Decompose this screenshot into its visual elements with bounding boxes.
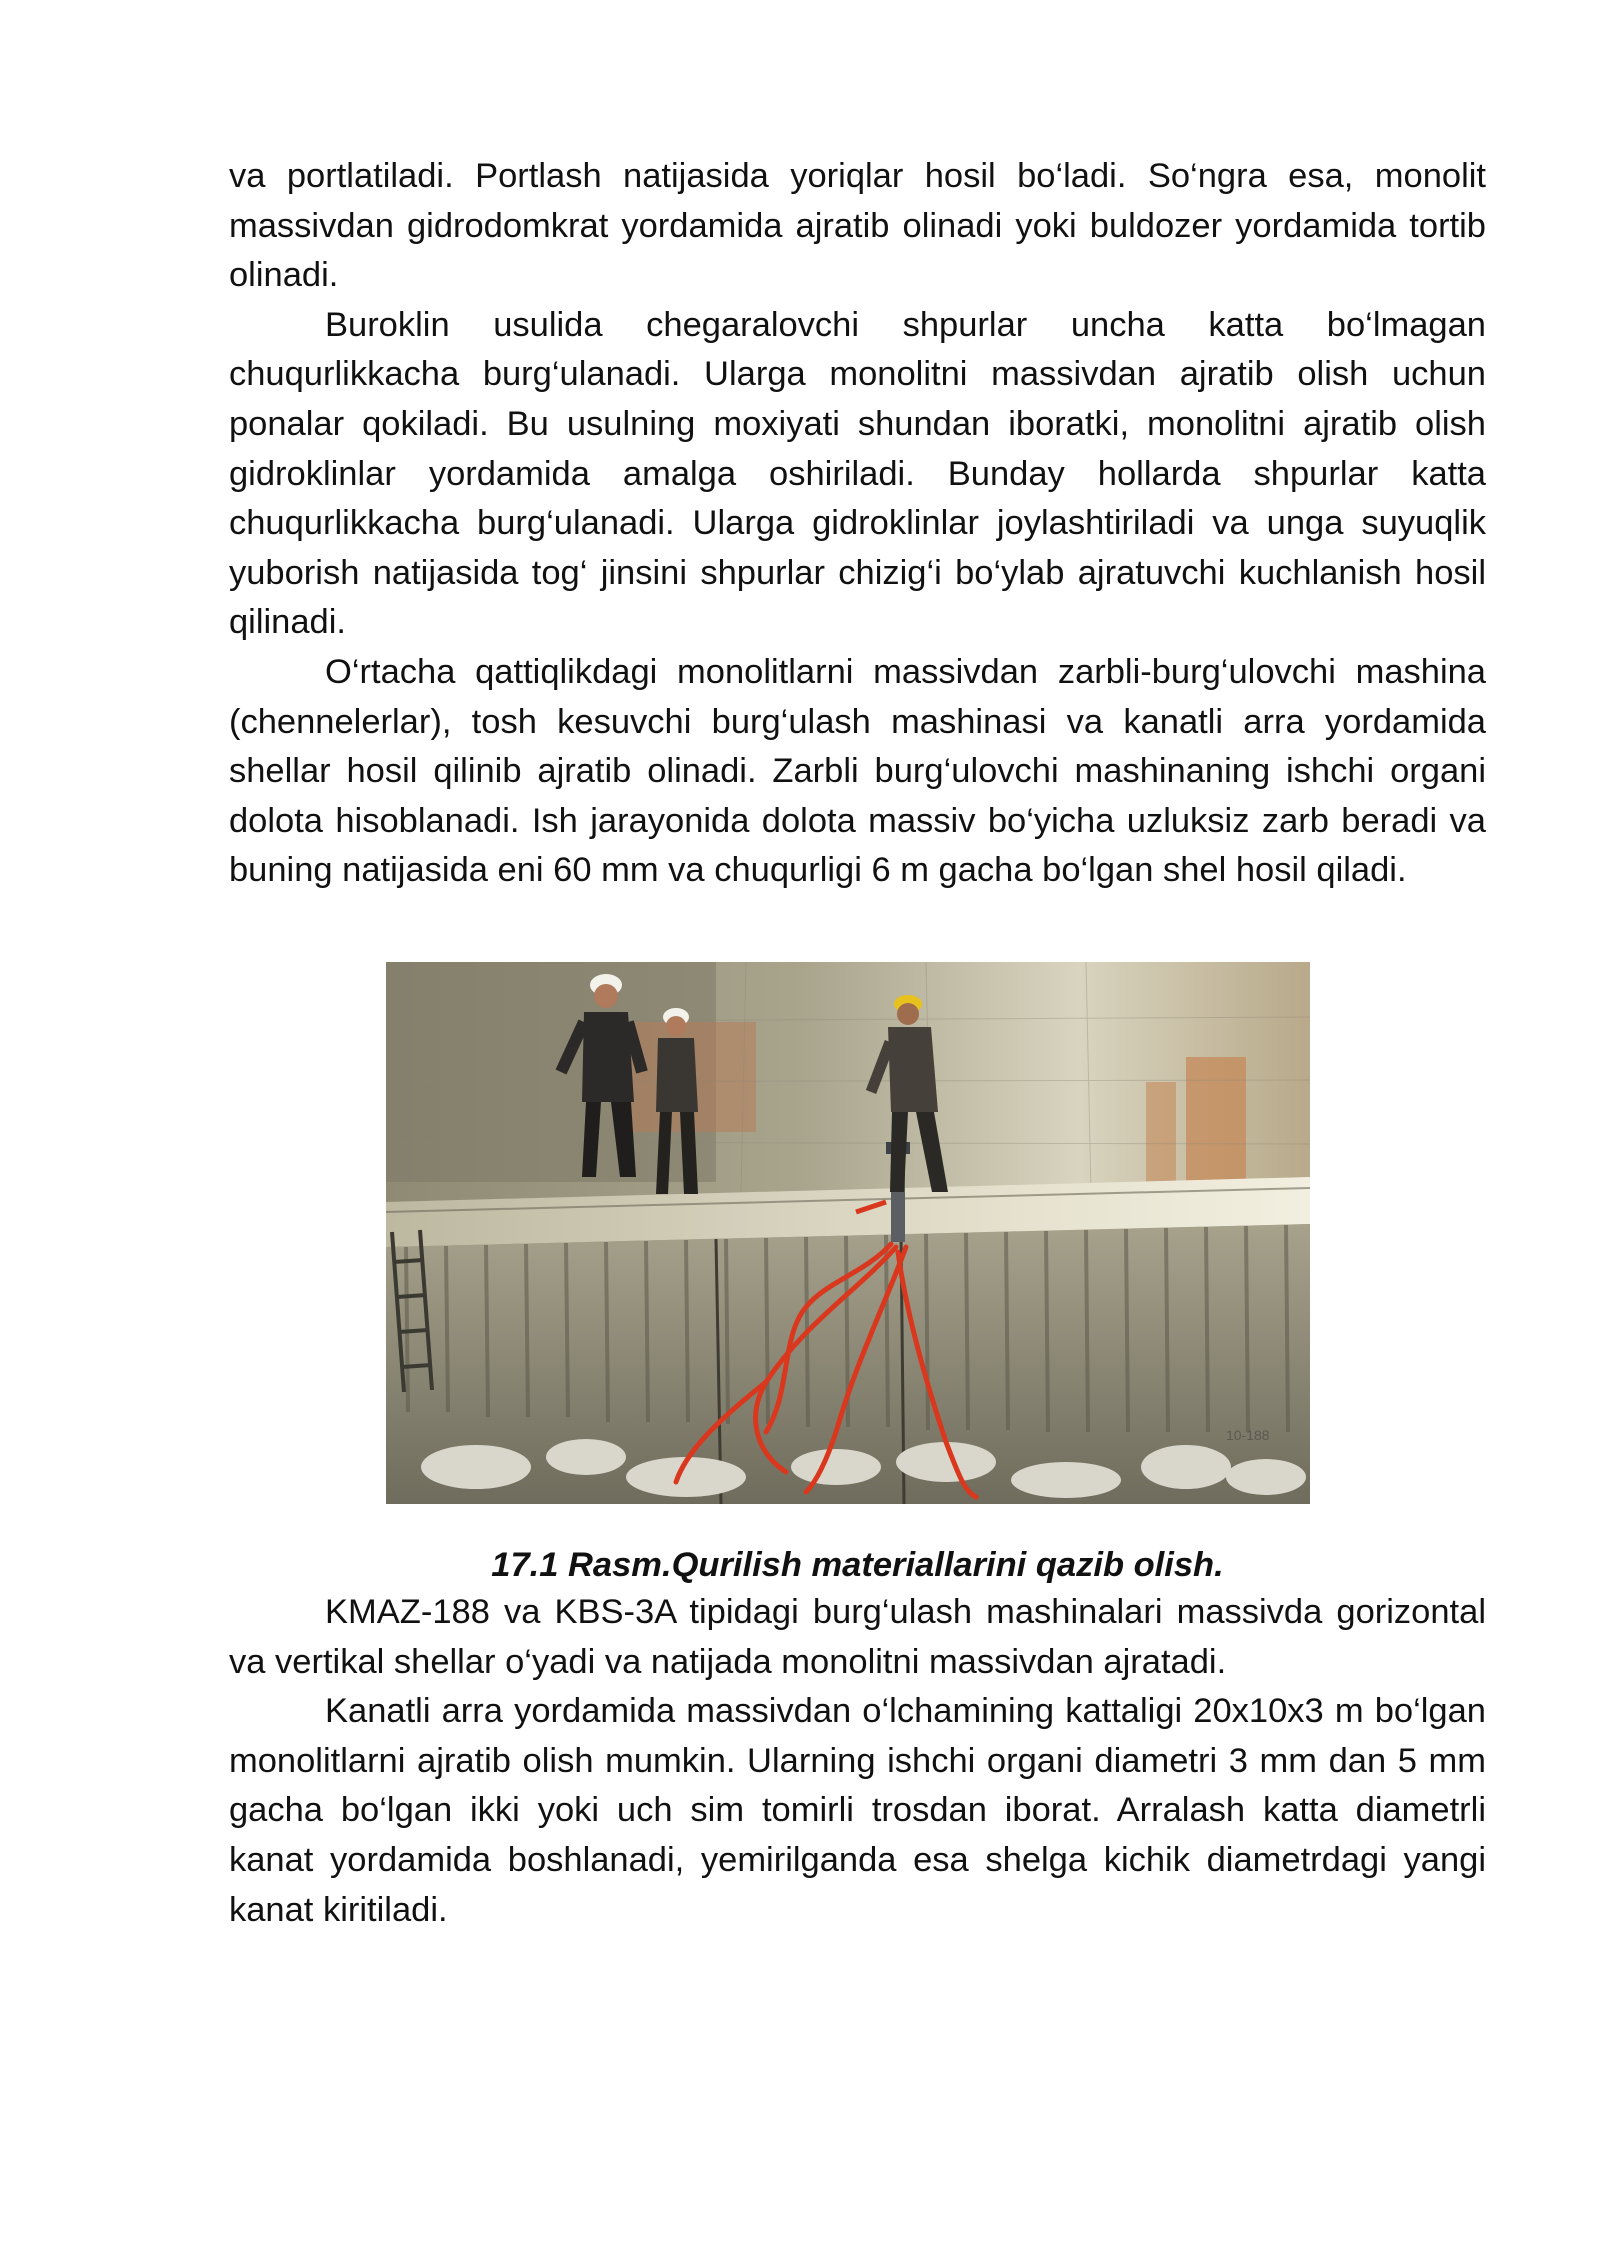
photo-watermark: 10-188 — [1226, 1427, 1270, 1443]
paragraph-buroklin-method: Buroklin usulida chegaralovchi shpurlar uncha katta bo‘lmagan chuqurlikkacha burg‘ulanadi. Ularga monolitni massivdan ajratib olish uchun ponalar qokiladi. Bu usulning moxiyati shundan iboratki, monolitni ajratib olish gidroklinlar yordamida amalga oshiriladi. Bunday hollarda shpurlar katta chuqurlikkacha burg‘ulanadi. Ularga gidroklinlar joylashtiriladi va unga suyuqlik yuborish natijasida tog‘ jinsini shpurlar chizig‘i bo‘ylab ajratuvchi kuchlanish hosil qilinadi. — [229, 305, 1486, 642]
paragraph-continuation: va portlatiladi. Portlash natijasida yoriqlar hosil bo‘ladi. So‘ngra esa, monolit massivdan gidrodomkrat yordamida ajratib olinadi yoki buldozer yordamida tortib olinadi. — [229, 157, 1486, 295]
bottom-text-block — [229, 1588, 1486, 1935]
paragraph-wire-saw: Kanatli arra yordamida massivdan o‘lchamining kattaligi 20x10x3 m bo‘lgan monolitlarni ajratib olish mumkin. Ularning ishchi organi diametri 3 mm dan 5 mm gacha bo‘lgan ikki yoki uch sim tomirli trosdan iborat. Arralash katta diametrli kanat yordamida boshlanadi, yemirilganda esa shelga kichik diametrdagi yangi kanat kiritiladi. — [229, 1692, 1486, 1929]
figure-caption: 17.1 Rasm.Qurilish materiallarini qazib olish. — [491, 1546, 1224, 1584]
paragraph-kmaz-machines: KMAZ-188 va KBS-3A tipidagi burg‘ulash mashinalari massivda gorizontal va vertikal shellar o‘yadi va natijada monolitni massivdan ajratadi. — [229, 1593, 1486, 1681]
quarry-photo — [386, 962, 1310, 1504]
paragraph-medium-hardness: O‘rtacha qattiqlikdagi monolitlarni massivdan zarbli-burg‘ulovchi mashina (chennelerlar), tosh kesuvchi burg‘ulash mashinasi va kanatli arra yordamida shellar hosil qilinib ajratib olinadi. Zarbli burg‘ulovchi mashinaning ishchi organi dolota hisoblanadi. Ish jarayonida dolota massiv bo‘yicha uzluksiz zarb beradi va buning natijasida eni 60 mm va chuqurligi 6 m gacha bo‘lgan shel hosil qiladi. — [229, 652, 1486, 890]
quarry-photo-illustration — [386, 962, 1310, 1504]
top-text-block — [229, 152, 1486, 896]
